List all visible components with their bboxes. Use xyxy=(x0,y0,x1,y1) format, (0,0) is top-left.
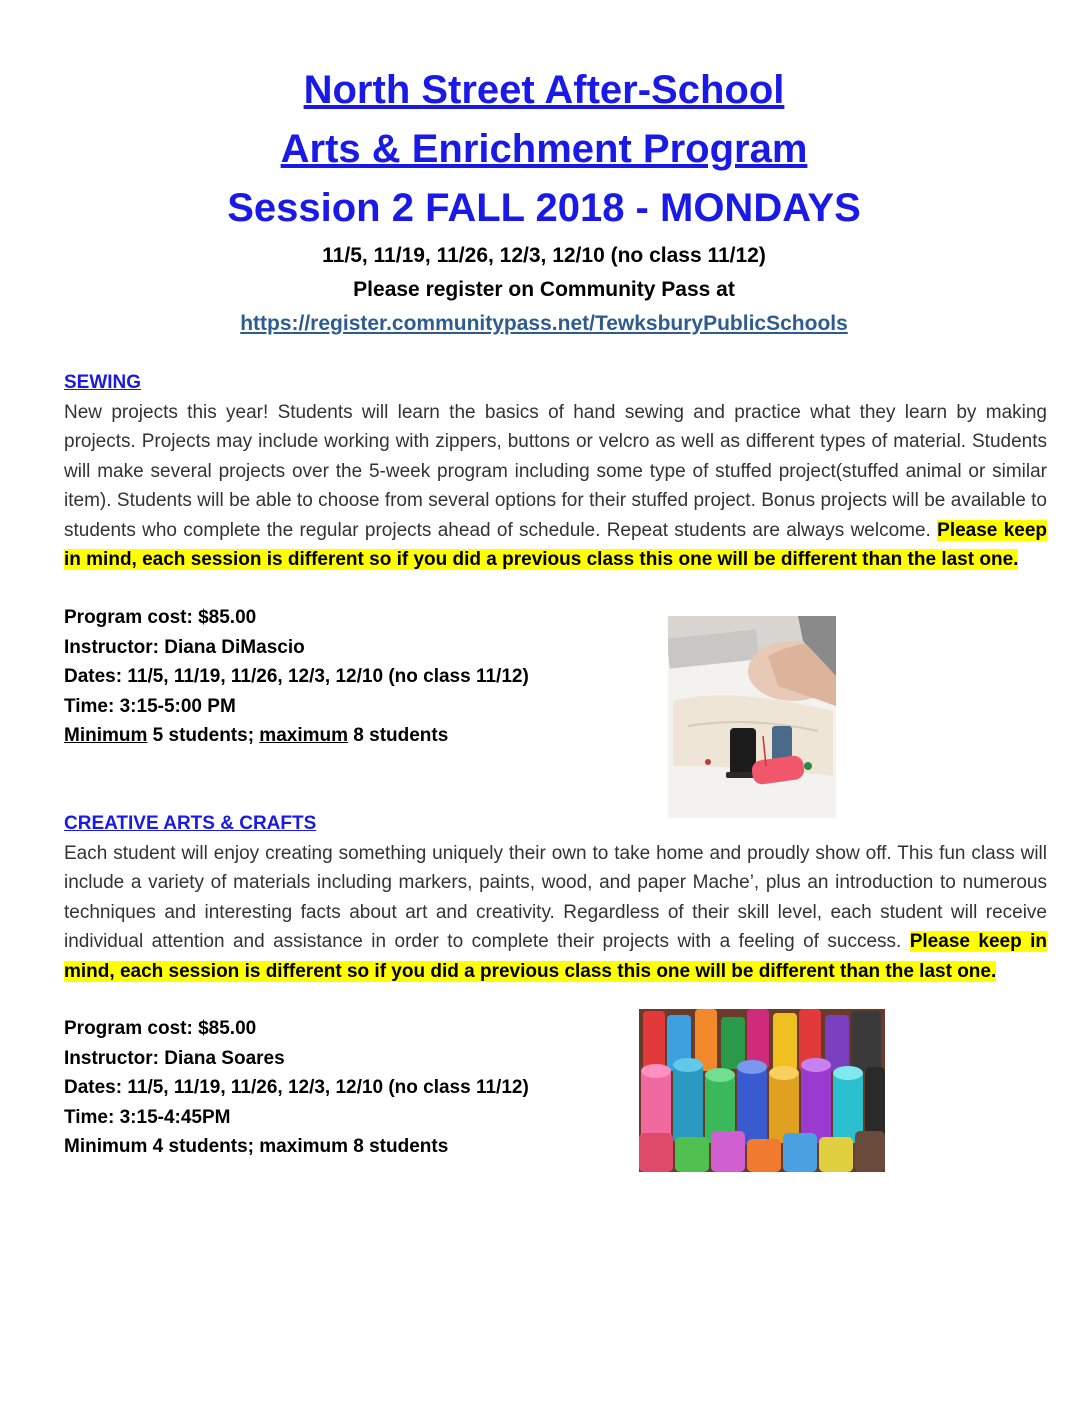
register-text: Please register on Community Pass at xyxy=(353,278,735,301)
arts-capacity: Minimum 4 students; maximum 8 students xyxy=(64,1136,449,1157)
sewing-capacity xyxy=(64,721,529,751)
arts-details xyxy=(64,1014,529,1162)
markers-image xyxy=(639,1009,885,1172)
arts-photo xyxy=(639,1009,885,1172)
session-dates: 11/5, 11/19, 11/26, 12/3, 12/10 (no class 11/12) xyxy=(322,244,766,267)
arts-description-text: Each student will enjoy creating something uniquely their own to take home and proudly show off. This fun class will include a variety of materials including markers, paints, wood, and paper Mache’, plus an introduction to numerous techniques and interesting facts about art and creativity. Regardless of their skill level, each student will receive individual attention and assistance in order to complete their projects with a feeling of success. xyxy=(64,843,1047,953)
sewing-dates: Dates: 11/5, 11/19, 11/26, 12/3, 12/10 (no class 11/12) xyxy=(64,666,529,687)
sewing-details xyxy=(64,603,529,751)
sewing-highlight-note: Please keep in mind, each session is different so if you did a previous class this one will be different than the last one. xyxy=(64,519,1047,571)
sewing-min-word: Minimum xyxy=(64,725,148,746)
arts-time: Time: 3:15-4:45PM xyxy=(64,1106,231,1128)
arts-section xyxy=(64,811,1047,986)
arts-dates: Dates: 11/5, 11/19, 11/26, 12/3, 12/10 (no class 11/12) xyxy=(64,1077,529,1098)
title-link-1[interactable]: North Street After-School xyxy=(303,68,785,112)
title-line-2[interactable] xyxy=(0,125,1088,173)
sewing-description xyxy=(64,398,1047,574)
arts-heading[interactable]: CREATIVE ARTS & CRAFTS xyxy=(64,813,317,834)
arts-highlight-note: Please keep in mind, each session is different so if you did a previous class this one will be different than the last one. xyxy=(64,931,1048,982)
title-line-1[interactable] xyxy=(0,66,1088,114)
sewing-max-word: maximum xyxy=(259,725,348,746)
arts-cost: Program cost: $85.00 xyxy=(64,1018,257,1039)
sewing-time: Time: 3:15-5:00 PM xyxy=(64,695,236,717)
arts-description xyxy=(64,839,1047,986)
sewing-instructor: Instructor: Diana DiMascio xyxy=(64,636,305,658)
register-link[interactable]: https://register.communitypass.net/TewksburyPublicSchools xyxy=(240,312,848,335)
register-url-line[interactable] xyxy=(0,310,1088,338)
title-line-3: Session 2 FALL 2018 - MONDAYS xyxy=(227,186,861,230)
sewing-heading[interactable]: SEWING xyxy=(64,372,142,393)
sewing-description-text: New projects this year! Students will learn the basics of hand sewing and practice what they learn by making projects. Projects may include working with zippers, buttons or velcro as well as different types of material. Students will make several projects over the 5-week program including some type of stuffed project(stuffed animal or similar item). Students will be able to choose from several options for their stuffed project. Bonus projects will be available to students who complete the regular projects ahead of schedule. Repeat students are always welcome. xyxy=(64,402,1047,541)
sewing-photo xyxy=(668,616,836,818)
title-link-2[interactable]: Arts & Enrichment Program xyxy=(280,127,808,171)
sewing-max-rest: 8 students xyxy=(348,725,449,746)
sewing-thread-image xyxy=(668,616,836,818)
sewing-cost: Program cost: $85.00 xyxy=(64,607,257,628)
sewing-min-rest: 5 students; xyxy=(147,725,260,746)
sewing-section xyxy=(64,370,1047,574)
arts-instructor: Instructor: Diana Soares xyxy=(64,1047,285,1069)
